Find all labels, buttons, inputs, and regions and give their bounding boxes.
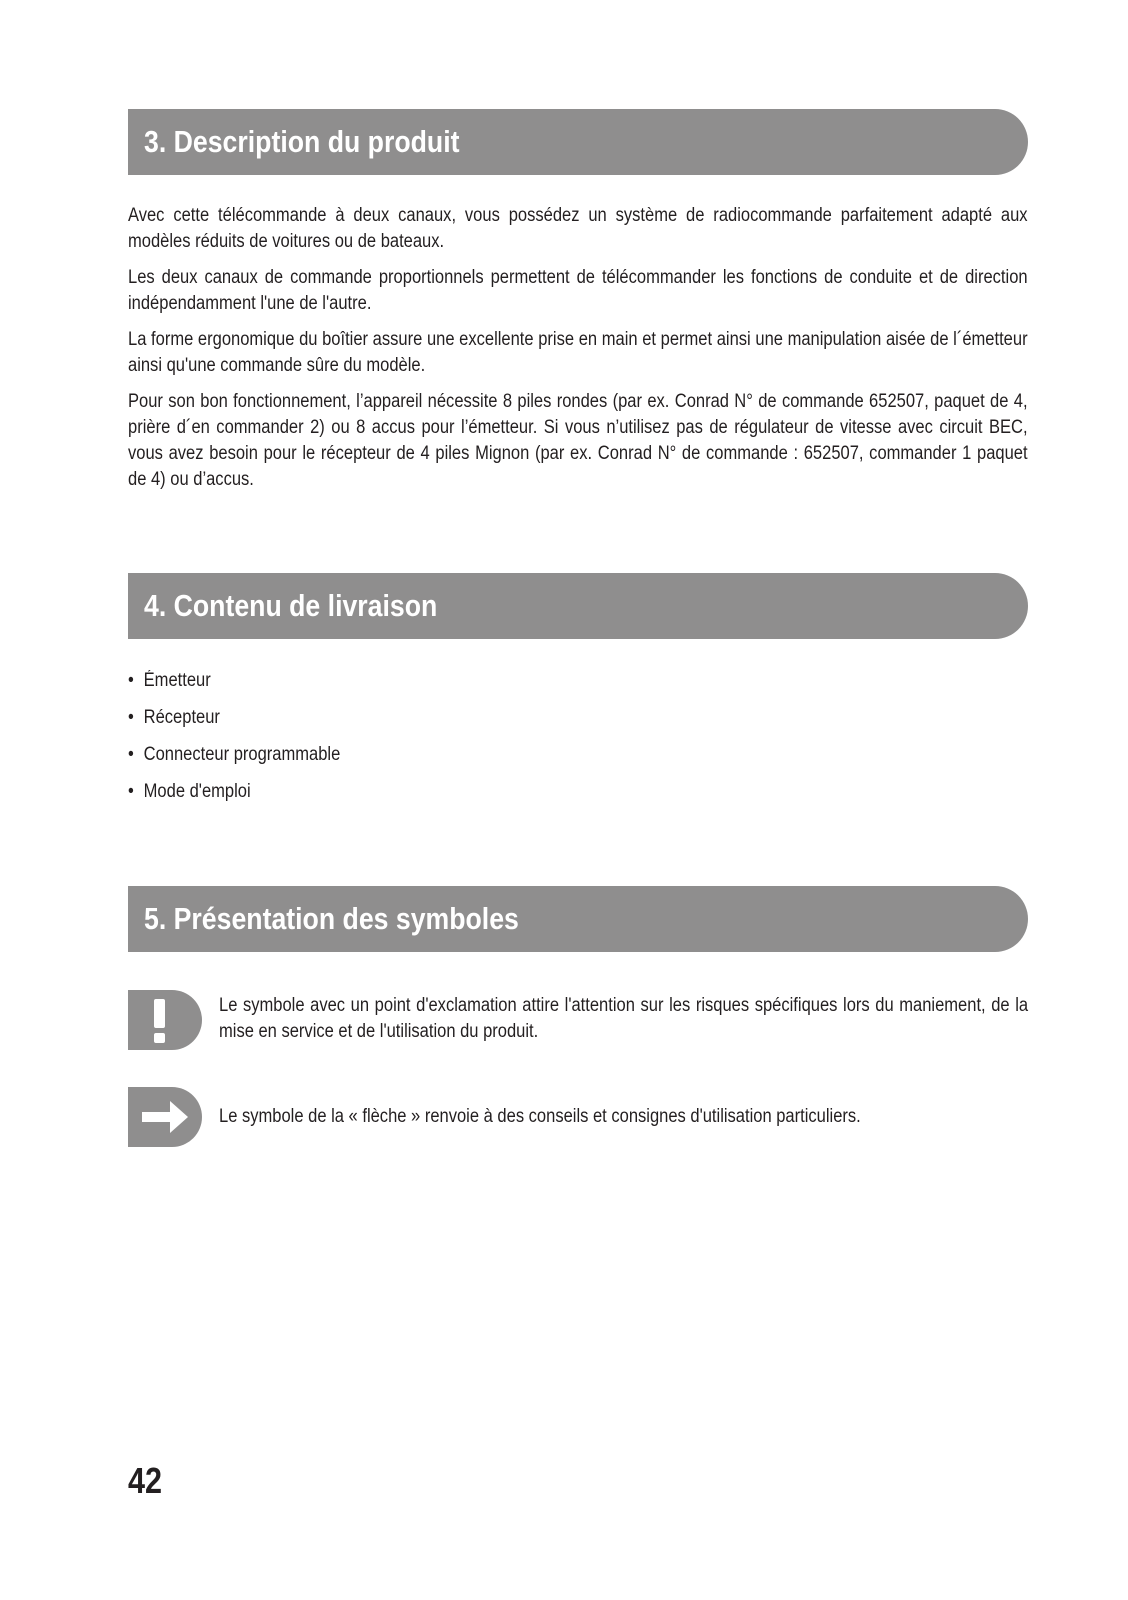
delivery-contents-list bbox=[128, 668, 372, 816]
symbol-description: Le symbole de la « flèche » renvoie à des conseils et consignes d'utilisation particuliers. bbox=[219, 1106, 861, 1127]
bullet: • bbox=[128, 670, 134, 691]
bullet: • bbox=[128, 707, 134, 728]
list-item bbox=[128, 742, 340, 779]
bullet: • bbox=[128, 744, 134, 765]
section-header-contents bbox=[128, 573, 1028, 639]
paragraph: Pour son bon fonctionnement, l’appareil nécessite 8 piles rondes (par ex. Conrad N° de commande 652507, paquet de 4, prière d´en commander 2) ou 8 accus pour l’émetteur. Si vous n’utilisez pas de régulateur de vitesse avec circuit BEC, vous avez besoin pour le récepteur de 4 piles Mignon (par ex. Conrad N° de commande : 652507, commander 1 paquet de 4) ou d’accus. bbox=[128, 391, 1028, 490]
symbol-description: Le symbole avec un point d'exclamation attire l'attention sur les risques spécifiques lors du maniement, de la mise en service et de l'utilisation du produit. bbox=[219, 995, 1029, 1042]
list-item-label: Mode d'emploi bbox=[143, 781, 251, 802]
exclamation-icon bbox=[128, 990, 202, 1050]
section-header-symbols bbox=[128, 886, 1028, 952]
page-number: 42 bbox=[128, 1460, 163, 1501]
list-item-label: Récepteur bbox=[143, 707, 220, 728]
arrow-right-icon bbox=[128, 1087, 202, 1147]
list-item-label: Connecteur programmable bbox=[143, 744, 341, 765]
paragraph: Avec cette télécommande à deux canaux, vous possédez un système de radiocommande parfaitement adapté aux modèles réduits de voitures ou de bateaux. bbox=[128, 205, 1028, 252]
list-item bbox=[128, 668, 340, 705]
list-item bbox=[128, 705, 340, 742]
section-title: 3. Description du produit bbox=[144, 124, 460, 159]
paragraph: La forme ergonomique du boîtier assure une excellente prise en main et permet ainsi une manipulation aisée de l´émetteur ainsi qu'une commande sûre du modèle. bbox=[128, 329, 1028, 376]
list-item bbox=[128, 779, 340, 816]
section-title: 5. Présentation des symboles bbox=[144, 901, 519, 936]
paragraph: Les deux canaux de commande proportionnels permettent de télécommander les fonctions de conduite et de direction indépendamment l'une de l'autre. bbox=[128, 267, 1028, 314]
section-header-description bbox=[128, 109, 1028, 175]
list-item-label: Émetteur bbox=[143, 670, 211, 691]
bullet: • bbox=[128, 781, 134, 802]
section-title: 4. Contenu de livraison bbox=[144, 588, 438, 623]
